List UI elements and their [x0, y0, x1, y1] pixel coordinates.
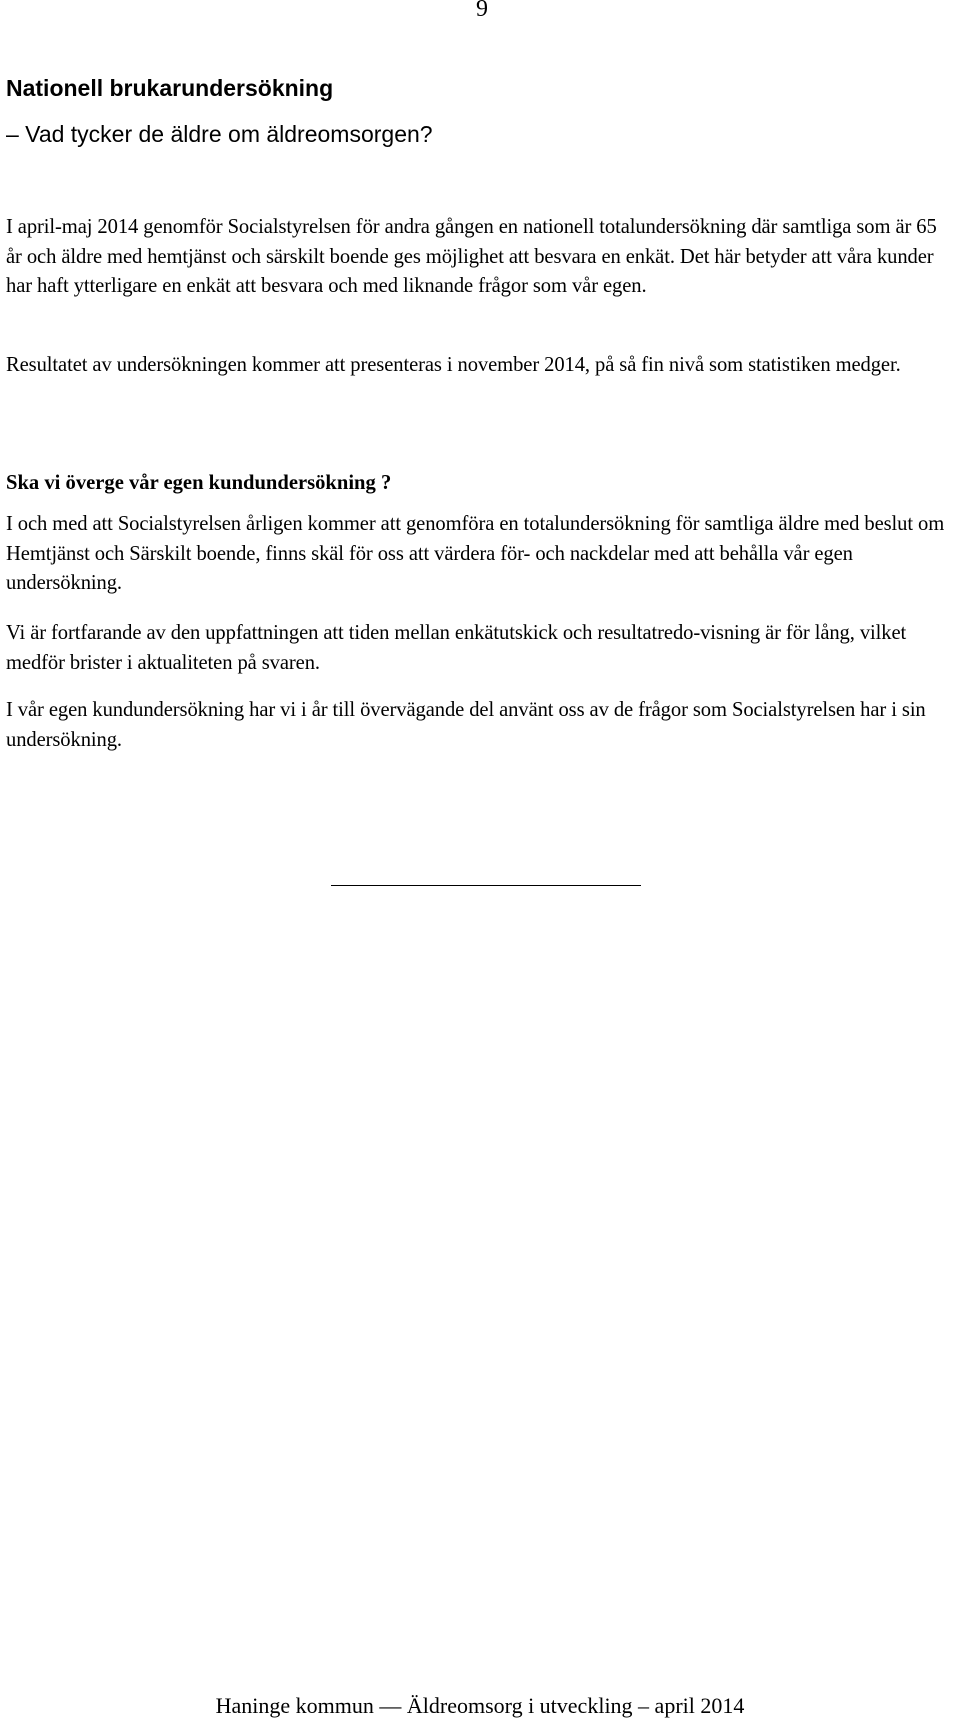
section-paragraph: Vi är fortfarande av den uppfattningen att tiden mellan enkätutskick och resultatredo-visning är för lång, vilket medför brister i aktualiteten på svaren.: [6, 622, 907, 674]
intro-paragraph: Resultatet av undersökningen kommer att presenteras i november 2014, på så fin nivå som statistiken medger.: [6, 354, 901, 376]
document-subtitle: – Vad tycker de äldre om äldreomsorgen?: [6, 121, 433, 147]
section-title: Ska vi överge vår egen kundundersökning ?: [6, 472, 392, 494]
page-number: 9: [476, 0, 488, 22]
section-paragraph: I och med att Socialstyrelsen årligen kommer att genomföra en totalundersökning för samtliga äldre med beslut om Hemtjänst och Särskilt boende, finns skäl för oss att värdera för- och nackdelar med att behålla vår egen undersökning.: [6, 513, 945, 595]
section-paragraph: I vår egen kundundersökning har vi i år till övervägande del använt oss av de frågor som Socialstyrelsen har i sin undersökning.: [6, 699, 926, 751]
intro-paragraph: I april-maj 2014 genomför Socialstyrelsen för andra gången en nationell totalundersökning där samtliga som är 65 år och äldre med hemtjänst och särskilt boende ges möjlighet att besvara en enkät. Det här betyder att våra kunder har haft ytterligare en enkät att besvara och med liknande frågor som vår egen.: [6, 216, 937, 298]
footnote-separator: [331, 885, 641, 886]
document-title: Nationell brukarundersökning: [6, 75, 334, 101]
page-footer: Haninge kommun — Äldreomsorg i utveckling – april 2014: [215, 1693, 745, 1718]
